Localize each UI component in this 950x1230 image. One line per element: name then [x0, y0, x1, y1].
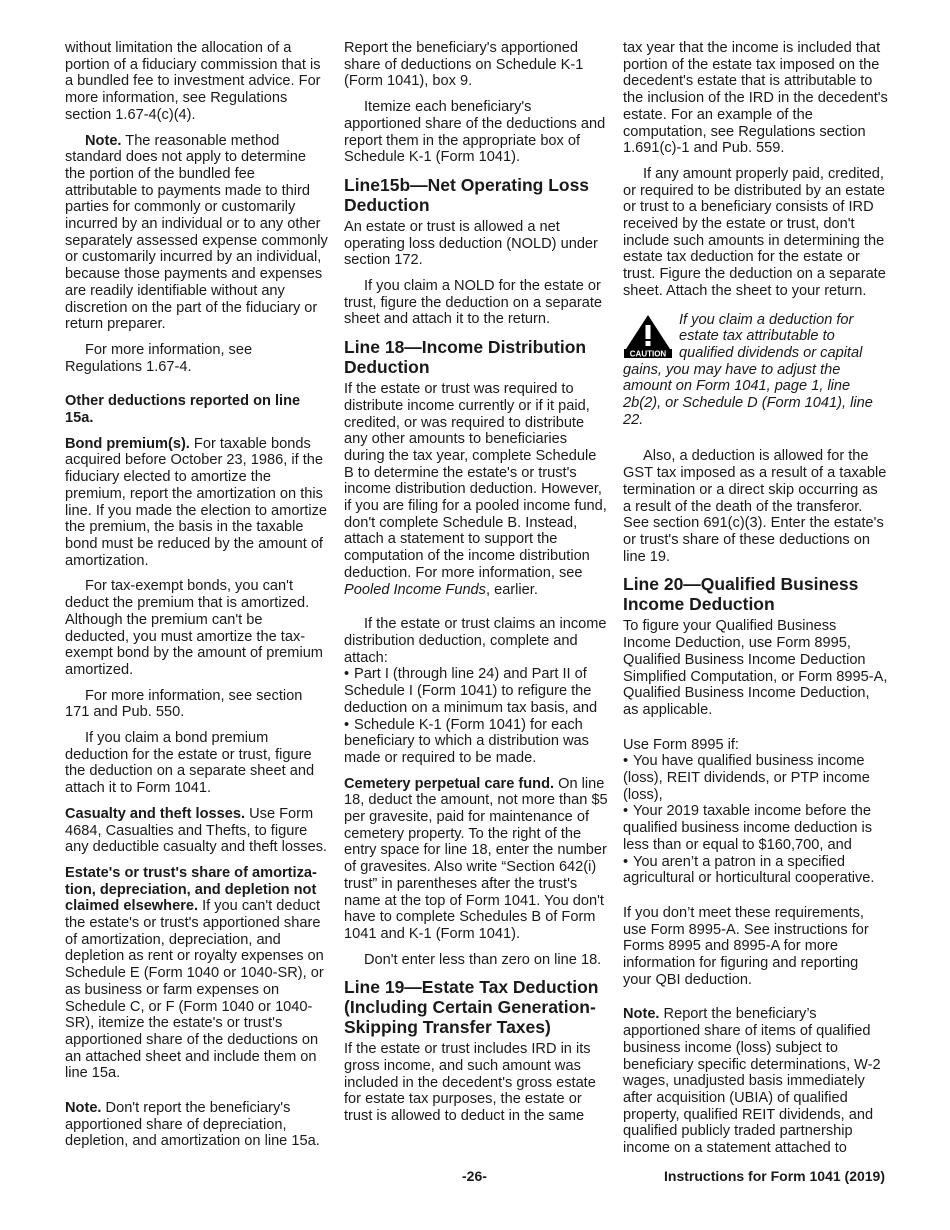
note-paragraph	[65, 1100, 330, 1150]
paragraph: Report the beneficiary's apportioned share of deductions on Schedule K-1 (Form 1041), box 9.	[344, 40, 584, 90]
paragraph: An estate or trust is allowed a net operating loss deduction (NOLD) under section 172.	[344, 218, 598, 269]
paragraph: If any amount properly paid, credited, or required to be distributed by an estate or trust to a beneficiary consists of IRD received by the estate or trust, don't include such amounts in determining the estate tax deduction for the estate or trust. Figure the deduction on a separate sheet. Attach the sheet to your return.	[623, 165, 886, 299]
note-label: Note.	[85, 132, 122, 149]
column-right	[623, 40, 888, 1166]
note-paragraph	[623, 1006, 888, 1156]
heading-line-20: Line 20—Qualified Business Income Deduction	[623, 574, 859, 615]
text-run: , earlier.	[485, 581, 538, 598]
casualty-label: Casualty and theft losses.	[65, 805, 246, 822]
paragraph: If you claim a bond premium deduction for the estate or trust, figure the deduction on a separate sheet and attach it to Form 1041.	[65, 730, 315, 797]
amortization-label: Estate's or trust's share of amortiza-tion, depreciation, and depletion not claimed elsewhere.	[65, 864, 317, 915]
bond-premium-paragraph	[65, 436, 330, 570]
bullet-icon: •	[344, 666, 350, 683]
casualty-paragraph	[65, 806, 330, 856]
bullet-icon: •	[344, 716, 350, 733]
heading-line-18: Line 18—Income Distribution Deduction	[344, 337, 587, 378]
column-left	[65, 40, 330, 1159]
cemetery-text: On line 18, deduct the amount, not more than $5 per gravesite, paid for maintenance of cemetery property. To the right of the entry space for line 18, enter the number of gravesites. Also write “Section 642(i) trust” in parentheses after the trust's name at the top of Form 1041. You don't have to complete Schedules B of Form 1041 and K-1 (Form 1041).	[344, 775, 608, 942]
paragraph: Don't enter less than zero on line 18.	[364, 951, 602, 968]
bullet-text: Your 2019 taxable income before the qualified business income deduction is less than or equal to $160,700, and	[623, 803, 873, 853]
paragraph: tax year that the income is included that portion of the estate tax imposed on the decedent's estate that is attributable to the inclusion of the IRD in the decedent's estate. For an example of the computation, see Regulations section 1.691(c)-1 and Pub. 559.	[623, 40, 888, 157]
bullet-text: You aren’t a patron in a specified agricultural or horticultural cooperative.	[623, 853, 875, 887]
amortization-paragraph	[65, 865, 330, 1082]
cemetery-label: Cemetery perpetual care fund.	[344, 775, 555, 792]
page-number: -26-	[462, 1168, 487, 1184]
note-paragraph	[65, 133, 330, 333]
paragraph: Use Form 8995 if:	[623, 736, 739, 753]
paragraph: without limitation the allocation of a portion of a fiduciary commission that is a bundled fee to investment advice. For more information, see Regulations section 1.67-4(c)(4).	[65, 40, 321, 123]
caution-label: CAUTION	[629, 349, 667, 358]
bullet-item	[344, 717, 609, 767]
casualty-text: Use Form 4684, Casualties and Thefts, to figure any deductible casualty and theft losses.	[65, 805, 328, 856]
column-middle	[344, 40, 609, 1134]
paragraph: For more information, see section 171 and Pub. 550.	[65, 687, 303, 721]
caution-text: If you claim a deduction for estate tax attributable to qualified dividends or capital gains, you may have to adjust the amount on Form 1041, page 1, line 2b(2), or Schedule D (Form 1041), line 22.	[623, 311, 873, 428]
paragraph: If the estate or trust claims an income distribution deduction, complete and attach:	[344, 616, 607, 666]
paragraph: If you claim a NOLD for the estate or trust, figure the deduction on a separate sheet and attach it to the return.	[344, 278, 602, 328]
heading-line-15b: Line15b—Net Operating Loss Deduction	[344, 174, 590, 215]
paragraph	[344, 381, 609, 598]
paragraph: Also, a deduction is allowed for the GST tax imposed as a result of a taxable termination or a direct skip occurring as a result of the death of the transferor. See section 691(c)(3). Enter the estate's or trust's share of these deductions on line 19.	[623, 448, 887, 565]
paragraph: If the estate or trust includes IRD in its gross income, and such amount was included in the decedent's gross estate for estate tax purposes, the estate or trust is allowed to deduct in the same	[344, 1041, 596, 1125]
bullet-item	[623, 854, 888, 887]
footer-title: Instructions for Form 1041 (2019)	[664, 1168, 885, 1184]
bullet-text: Part I (through line 24) and Part II of Schedule I (Form 1041) to refigure the deduction on a minimum tax basis, and	[344, 666, 598, 716]
bond-premium-label: Bond premium(s).	[65, 435, 190, 452]
bullet-item	[623, 803, 888, 853]
bullet-item	[623, 753, 888, 803]
note-text: The reasonable method standard does not apply to determine the portion of the bundled fee attributable to payments made to third parties for commonly or customarily incurred by an individual or to any other separately assessed expense commonly or customarily incurred by an individual, because those payments and expenses are readily identifiable without any discretion on the part of the fiduciary or return preparer.	[65, 132, 328, 333]
bullet-text: Schedule K-1 (Form 1041) for each beneficiary to which a distribution was made or required to be made.	[344, 716, 589, 766]
bullet-icon: •	[623, 753, 629, 770]
paragraph: For more information, see Regulations 1.67-4.	[65, 341, 253, 375]
cemetery-paragraph	[344, 776, 609, 943]
bullet-icon: •	[623, 803, 629, 820]
note-text: Don't report the beneficiary's apportioned share of depreciation, depletion, and amortization on line 15a.	[65, 1100, 320, 1150]
amortization-text: If you can't deduct the estate's or trust's apportioned share of amortization, depreciation, and depletion as rent or royalty expenses on Schedule E (Form 1040 or 1040-SR), or as business or farm expenses on Schedule C, or F (Form 1040 or 1040-SR), itemize the estate's or trust's apportioned share of the deductions on an attached sheet and include them on line 15a.	[65, 898, 324, 1082]
paragraph: If you don’t meet these requirements, use Form 8995-A. See instructions for Forms 8995 and 8995-A for more information for figuring and reporting your QBI deduction.	[623, 904, 869, 988]
note-label: Note.	[623, 1006, 660, 1023]
bullet-text: You have qualified business income (loss), REIT dividends, or PTP income (loss),	[623, 753, 870, 803]
paragraph: For tax-exempt bonds, you can't deduct the premium that is amortized. Although the premium can't be deducted, you must amortize the tax-exempt bond by the amount of premium amortized.	[65, 578, 323, 678]
bond-premium-text: For taxable bonds acquired before October 23, 1986, if the fiduciary elected to amortize the premium, report the amortization on this line. If you made the election to amortize the premium, the basis in the taxable bond must be reduced by the amount of amortization.	[65, 435, 328, 569]
caution-icon	[623, 314, 673, 358]
text-run: If the estate or trust was required to distribute income currently or if it paid, credited, or was required to distribute any other amounts to beneficiaries during the tax year, complete Schedule B to determine the estate's or trust's income distribution deduction. However, if you are filing for a pooled income fund, don't complete Schedule B. Instead, attach a statement to support the computation of the income distribution deduction. For more information, see	[344, 381, 607, 581]
subheading-other-deductions: Other deductions reported on line 15a.	[65, 393, 301, 427]
paragraph: To figure your Qualified Business Income Deduction, use Form 8995, Qualified Business Income Deduction Simplified Computation, or Form 8995-A, Qualified Business Income Deduction, as applicable.	[623, 618, 888, 718]
bullet-icon: •	[623, 853, 629, 870]
note-label: Note.	[65, 1100, 102, 1117]
paragraph: Itemize each beneficiary's apportioned share of the deductions and report them in the appropriate box of Schedule K-1 (Form 1041).	[344, 99, 606, 166]
heading-line-19: Line 19—Estate Tax Deduction (Including Certain Generation-Skipping Transfer Taxes)	[344, 977, 599, 1038]
note-text: Report the beneficiary’s apportioned share of items of qualified business income (loss) subject to beneficiary specific determinations, W-2 wages, unadjusted basis immediately after acquisition (UBIA) of qualified property, qualified REIT dividends, and qualified publicly traded partnership income on a statement attached to	[623, 1006, 881, 1157]
bullet-item	[344, 666, 609, 716]
italic-reference: Pooled Income Funds	[344, 581, 486, 598]
caution-box	[623, 312, 888, 429]
